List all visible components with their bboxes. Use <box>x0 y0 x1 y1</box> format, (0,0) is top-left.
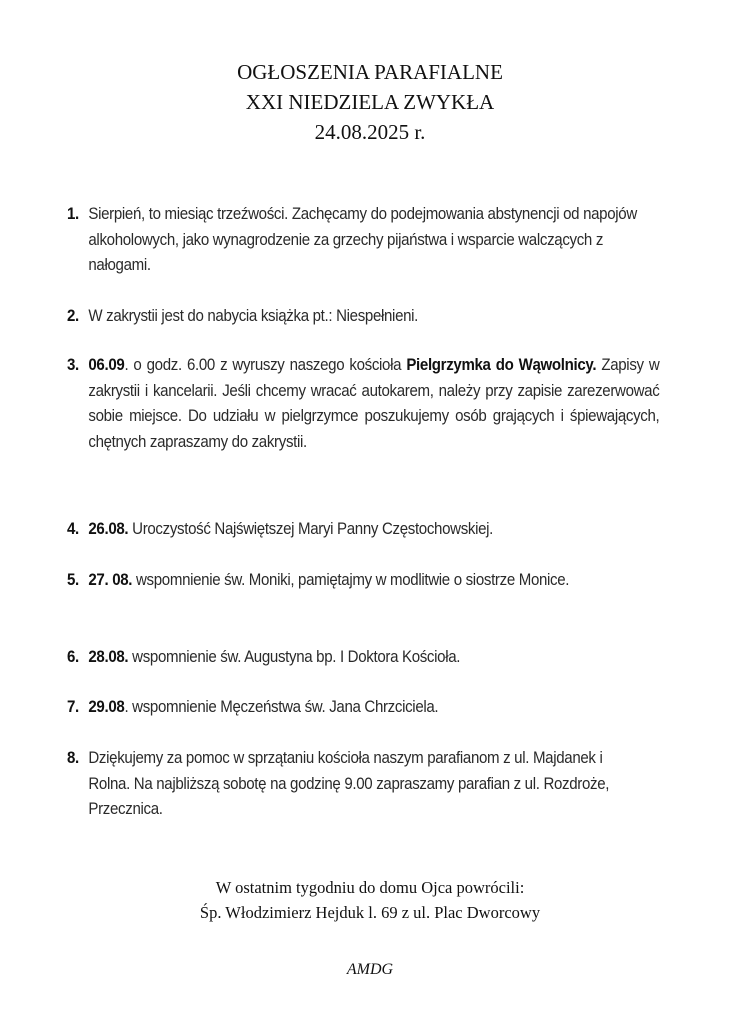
item-number: 7. <box>67 698 79 716</box>
item-text: 29.08. wspomnienie Męczeństwa św. Jana Chrzciciela. <box>88 698 439 716</box>
item-number: 3. <box>67 356 79 374</box>
announcement-item <box>67 695 618 721</box>
announcement-item <box>67 304 618 330</box>
obituary-heading: W ostatnim tygodniu do domu Ojca powrócili: <box>215 878 525 897</box>
item-number: 5. <box>67 571 79 589</box>
header-date: 24.08.2025 r. <box>314 120 426 144</box>
announcement-item <box>67 568 618 594</box>
item-date: 26.08. <box>88 520 129 538</box>
item-text: 28.08. wspomnienie św. Augustyna bp. I Doktora Kościoła. <box>88 648 461 666</box>
item-number: 4. <box>67 520 79 538</box>
document-header <box>0 57 740 147</box>
item-number: 8. <box>67 749 79 767</box>
obituary-entry: Śp. Włodzimierz Hejduk l. 69 z ul. Plac Dworcowy <box>199 903 541 922</box>
item-text: W zakrystii jest do nabycia książka pt.: Niespełnieni. <box>88 307 419 325</box>
closing-motto: AMDG <box>346 961 394 978</box>
item-text: Sierpień, to miesiąc trzeźwości. Zachęcamy do podejmowania abstynencji od napojów alkoholowych, jako wynagrodzenie za grzechy pijaństwa i wsparcie walczących z nałogami. <box>88 205 637 275</box>
item-date: 29.08 <box>88 698 125 716</box>
item-text: 26.08. Uroczystość Najświętszej Maryi Panny Częstochowskiej. <box>88 520 494 538</box>
announcement-item <box>67 353 660 455</box>
pilgrimage-title: Pielgrzymka do Wąwolnicy. <box>406 356 597 374</box>
item-text: 06.09. o godz. 6.00 z wyruszy naszego kościoła Pielgrzymka do Wąwolnicy. Zapisy w zakrystii i kancelarii. Jeśli chcemy wracać autokarem, należy przy zapisie zarezerwować sobie miejsce. Do udziału w pielgrzymce poszukujemy osób grających i śpiewających, chętnych zapraszamy do zakrystii. <box>88 356 660 451</box>
item-date: 06.09 <box>88 356 125 374</box>
announcement-item <box>67 517 618 543</box>
item-date: 27. 08. <box>88 571 133 589</box>
header-title: OGŁOSZENIA PARAFIALNE <box>237 60 503 84</box>
header-sunday: XXI NIEDZIELA ZWYKŁA <box>245 90 495 114</box>
announcement-item <box>67 202 637 279</box>
item-date: 28.08. <box>88 648 129 666</box>
item-number: 2. <box>67 307 79 325</box>
item-text: 27. 08. wspomnienie św. Moniki, pamiętajmy w modlitwie o siostrze Monice. <box>88 571 570 589</box>
announcement-item <box>67 746 618 823</box>
obituary-section <box>0 875 740 925</box>
item-text: Dziękujemy za pomoc w sprzątaniu kościoła naszym parafianom z ul. Majdanek i Rolna. Na najbliższą sobotę na godzinę 9.00 zapraszamy parafian z ul. Rozdroże, Przecznica. <box>88 749 610 819</box>
announcement-item <box>67 645 618 671</box>
item-number: 1. <box>67 205 79 223</box>
item-number: 6. <box>67 648 79 666</box>
